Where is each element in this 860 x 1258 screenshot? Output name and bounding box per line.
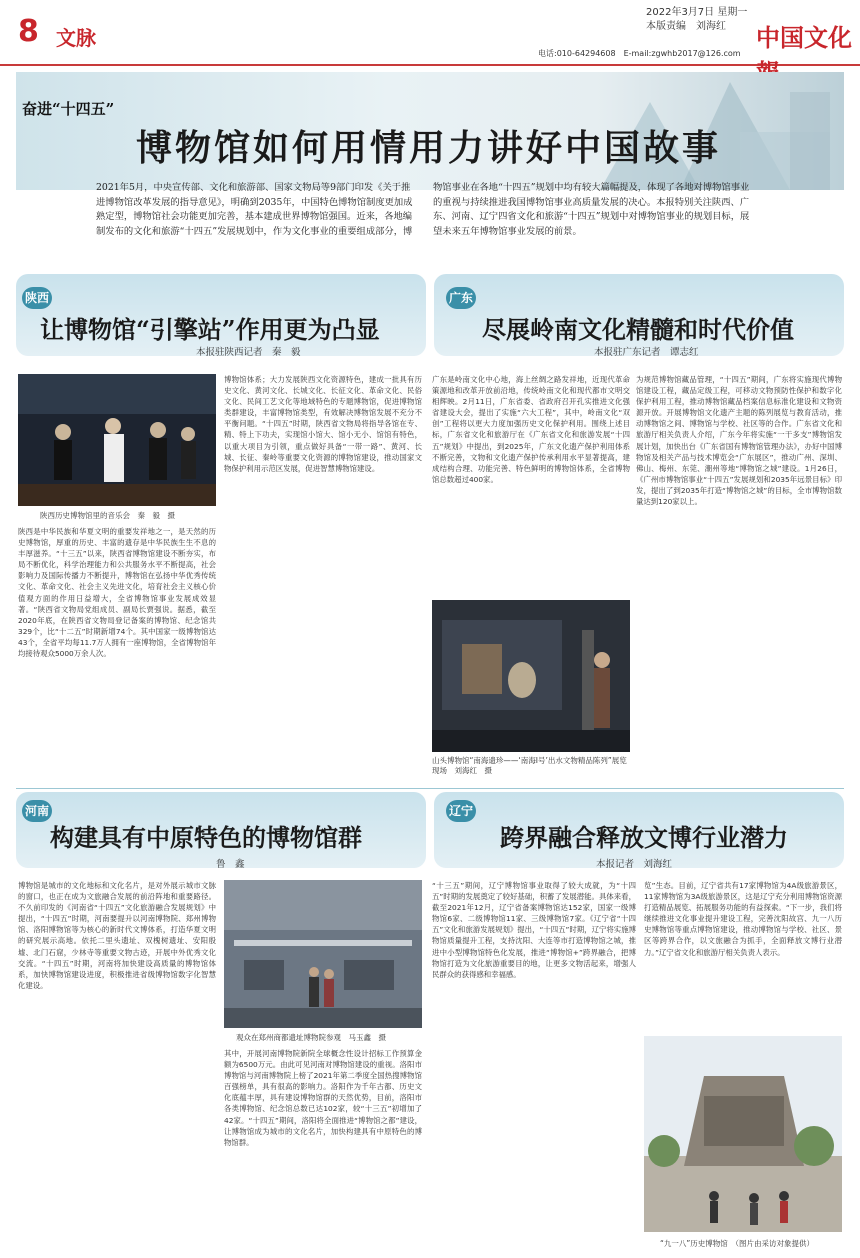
section-name: 文脉: [56, 26, 96, 50]
intro-paragraph: 2021年5月，中央宣传部、文化和旅游部、国家文物局等9部门印发《关于推进博物馆改革发展的指导意见》，明确到2035年，中国特色博物馆制度更加成熟定型，博物馆社会功能更加完善，基本建成世界博物馆强国。近来，各地编制发布的文化和旅游“十四五”发展规划中，作为文化事业的重要组成部分，博物馆事业在各地“十四五”规划中均有较大篇幅提及，体现了各地对博物馆事业的重视与持续推进我国博物馆事业高质量发展的决心。本报特别关注陕西、广东、河南、辽宁四省文化和旅游“十四五”规划中对博物馆事业的规划目标，展望未来五年博物馆事业发展的前景。: [96, 182, 750, 237]
byline-henan: 鲁 鑫: [216, 859, 245, 870]
photo-caption-henan: 观众在郑州商都遗址博物院参观 马玉鑫 摄: [236, 1033, 386, 1042]
memorial-museum-photo: [644, 1036, 842, 1232]
region-tag-guangdong: 广东: [446, 287, 476, 309]
article-column: 陕西是中华民族和华夏文明的重要发祥地之一，是天然的历史博物馆，厚重的历史、丰富的遗存是中华民族生生不息的丰厚滋养。“十三五”以来，陕西省博物馆建设不断夯实，布局不断优化，科学治理能力和公共服务水平不断提高，社会影响力及国际传播力不断提升，博物馆在弘扬中华优秀传统文化、革命文化、社会主义先进文化，培育社会主义核心价值观方面的作用日益增大，全省博物馆事业发展成效显著。“陕西省文物局党组成员、副局长贾强说。据悉，截至2020年底，在陕西省文物局登记备案的博物馆、纪念馆共329个，比“十二五”时期新增74个。其中国家一级博物馆达43个，全省平均每11.7万人拥有一座博物馆，全省博物馆年均接待观众5000万余人次。: [18, 527, 216, 659]
section-title-guangdong: 尽展岭南文化精髓和时代价值: [482, 315, 794, 344]
article-column: “十三五”期间，辽宁博物馆事业取得了较大成就，为“十四五”时期的发展奠定了较好基础，积蓄了发展潜能。具体来看，截至2021年12月，辽宁省备案博物馆达152家，国家一级博物馆6家、二级博物馆11家、三级博物馆7家。《辽宁省“十四五”文化和旅游发展规划》提出，“十四五”时期，辽宁将实施博物馆质量提升工程，支持沈阳、大连等市打造博物馆之城，推进中小型博物馆特色化发展，推进“博物馆+”跨界融合，把博物馆打造为文化旅游重要目的地，让更多文物活起来，增强人民群众的获得感和幸福感。: [432, 881, 636, 979]
article-column: 览”生态。目前，辽宁省共有17家博物馆为4A级旅游景区，11家博物馆为3A级旅游景区，这是辽宁充分利用博物馆资源打造精品展览、拓展服务功能的有益探索。“下一步，我们将继续推进文化事业提升建设工程，完善沈阳故宫、九一八历史博物馆等重点博物馆建设，推动博物馆与学校、社区、景区等跨界合作，以文旅融合为抓手，全面释放文博行业潜力。”辽宁省文化和旅游厅相关负责人表示。: [644, 881, 842, 957]
contact-line: 电话:010-64294608 E-mail:zgwhb2017@126.com: [538, 49, 741, 58]
article-column: 为规范博物馆藏品管理，“十四五”期间，广东将实施现代博物馆建设工程，藏品定级工程，可移动文物预防性保护和数字化保护利用工程，推动博物馆藏品档案信息标准化建设和文物资源开放。开展博物馆文化遗产主题的陈列展览与教育活动，推动博物馆之间、博物馆与学校、社区等的合作。广东省文化和旅游厅相关负责人介绍，广东今年将实施“一干多支”博物馆发展计划，加快出台《广东省国有博物馆管理办法》，办好中国博物馆及相关产品与技术博览会“广东展区”，推动广州、深圳、佛山、梅州、东莞、潮州等地“博物馆之城”建设。1月26日，《广州市博物馆事业“十四五”发展规划和2035年远景目标》印发，提出了到2035年打造“博物馆之城”的目标，全市博物馆数量达到120家以上。: [636, 375, 842, 507]
museum-visitors-photo: [224, 880, 422, 1028]
date-line: 2022年3月7日 星期一: [646, 7, 748, 18]
article-column: 博物馆体系；大力发展陕西文化资源特色，建成一批具有历史文化、黄河文化、长城文化、长征文化、革命文化、民俗文化、民间工艺文化等地域特色的专题博物馆，促进博物馆类群建设，丰富博物馆类型，有效解决博物馆发展不充分不平衡问题。“十四五”时期，陕西省文物局将指导各馆在专、精、特上下功夫，实现馆小馆大、馆小无小、馆馆有特色，以重大项目为引领，重点做好具备“一带一路”、黄河、长城、长征、秦岭等重要文化资源的博物馆建设，推动国家文物保护利用示范区发展，促进智慧博物馆建设。: [224, 375, 422, 473]
byline-shaanxi: 本报驻陕西记者 秦 毅: [196, 347, 301, 358]
section-title-shaanxi: 让博物馆“引擎站”作用更为凸显: [40, 315, 380, 344]
byline-liaoning: 本报记者 刘海红: [596, 859, 673, 870]
page-number: 8: [18, 14, 39, 49]
byline-guangdong: 本报驻广东记者 谭志红: [594, 347, 699, 358]
page-title: 博物馆如何用情用力讲好中国故事: [136, 127, 722, 169]
exhibition-photo: [432, 600, 630, 752]
region-tag-henan: 河南: [22, 800, 52, 822]
issue-info: [646, 6, 747, 34]
paper-logo: 中国文化: [756, 23, 852, 52]
photo-caption-shaanxi: 陕西历史博物馆里的音乐会 秦 毅 摄: [40, 511, 175, 520]
article-column: 广东是岭南文化中心地，海上丝绸之路发祥地，近现代革命策源地和改革开放前沿地，传统岭南文化和现代都市文明交相辉映。2月11日，广东省委、省政府召开孔实推进文化强省建设大会，提出了实施“六大工程”，其中，岭南文化“双创”工程将以更大力度加强历史文化保护利用。围绕上述目标，广东省文化和旅游厅在《广东省文化和旅游发展“十四五”规划》中提出，到2025年，广东文化遗产保护利用体系不断完善，文物和文化遗产保护传承利用水平显著提高，建成结构合理、功能完善、特色鲜明的博物馆体系，全省博物馆总数超过400家。: [432, 375, 630, 484]
region-tag-shaanxi: 陕西: [22, 287, 52, 309]
section-divider: [16, 788, 844, 789]
article-column: 其中，开展河南博物院新院全球概念性设计招标工作预算金额为6500万元。由此可见河南对博物馆建设的重视。洛阳市博物馆与河南博物院上榜了2021年第二季度全国热搜博物馆百强榜单，具有很高的影响力。洛阳作为千年古都、历史文化底蕴丰厚，具有建设博物馆群的天然优势，目前，洛阳市各类博物馆、纪念馆总数已达102家，较“十三五”初增加了42家。“十四五”期间，洛阳将全面推进“博物馆之都”建设，让博物馆成为城市的文化名片，加快构建具有中原特色的博物馆群。: [224, 1049, 422, 1147]
photo-caption-guangdong: 山头博物馆“南海遗珍——‘南海Ⅰ号’出水文物精品陈列”展览现场 刘海红 摄: [432, 756, 627, 775]
kicker: 奋进“十四五”: [22, 100, 115, 118]
section-title-liaoning: 跨界融合释放文博行业潜力: [500, 823, 788, 852]
editor-line: 本版责编 刘海红: [646, 21, 726, 32]
concert-photo: [18, 374, 216, 506]
region-tag-liaoning: 辽宁: [446, 800, 476, 822]
photo-caption-liaoning: “九一八”历史博物馆 （图片由采访对象提供）: [660, 1239, 815, 1248]
article-column: 博物馆是城市的文化地标和文化名片，是对外展示城市文脉的窗口，也正在成为文旅融合发展的前沿阵地和重要路径。不久前印发的《河南省“十四五”文化旅游融合发展规划》中提出，“十四五”时期，河南要提升以河南博物院、郑州博物馆、洛阳博物馆等为核心的新时代文博体系，打造华夏文明的研究展示高地。依托二里头遗址、双槐树遗址、安阳殷墟、北门石窟，少林寺等重要文物古迹，开展中外优秀文化交流。“十四五”时期，河南将加快建设高质量的博物馆体系，加快博物馆建设进度，积极推进省级博物馆数字化智慧化建设。: [18, 881, 216, 990]
section-title-henan: 构建具有中原特色的博物馆群: [50, 823, 362, 852]
